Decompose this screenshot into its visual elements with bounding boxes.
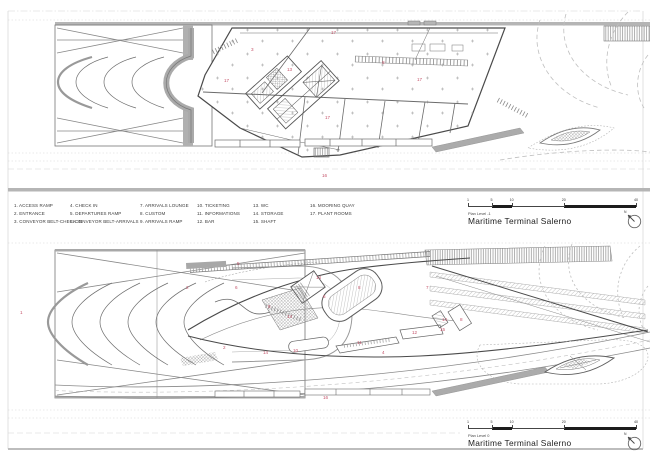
legend-item: 3. CONVEYOR BELT-CHECK IN [14,218,83,224]
legend-item: 13. WC [253,203,269,208]
plan-annotation-number: 10 [293,348,299,353]
plan-title: Maritime Terminal Salerno [468,438,572,448]
plan-annotation-number: 7 [426,285,429,290]
legend-item: 7. ARRIVALS LOUNGE [140,203,189,208]
plan-annotation-number: 5 [268,304,271,309]
legend-item: 1. ACCESS RAMP [14,203,53,208]
plan-annotation-number: 17 [331,30,337,35]
titleblock-level-0 [468,421,644,453]
plan-annotation-number: 6 [323,294,326,299]
scale-bar-ticks [468,421,636,430]
plan-annotation-number: 4 [382,350,385,355]
legend-item: 14. STORAGE [253,210,284,216]
north-arrow-icon [624,433,642,451]
scale-bar [468,199,636,208]
plan-title: Maritime Terminal Salerno [468,216,572,226]
plan-annotation-number: 8 [382,60,385,65]
legend-item: 17. PLANT ROOMS [310,210,352,216]
legend-item: 4. CHECK IN [70,203,98,208]
north-label: N [624,210,627,214]
plan-level-minus-1-drawing [8,12,650,192]
legend-item: 5. DEPARTURES RAMP [70,210,122,216]
plan-annotation-number: 16 [323,395,329,400]
scale-bar [468,421,636,430]
plan-annotation-number: 6 [235,285,238,290]
scale-tick-label: 40 [634,420,638,424]
plan-annotation-number: 14 [316,275,322,280]
plan-annotation-number: 14 [442,317,448,322]
scale-tick-label: 1 [467,420,469,424]
plan-annotation-number: 1 [20,310,23,315]
legend-item: 8. CUSTOM [140,210,166,216]
legend-item: 11. INFORMATIONS [197,210,240,216]
plan-annotation-number: 13 [287,67,293,72]
legend-item: 15. SHAFT [253,218,277,224]
plan-annotation-number: 5 [237,261,240,266]
scale-bar-ticks [468,199,636,208]
plan-annotation-number: 17 [325,115,331,120]
legend-item: 2. ENTRANCE [14,210,45,216]
scale-tick-label: 1 [467,198,469,202]
plan-annotation-number: 2 [186,285,189,290]
legend-item: 10. TICKETING [197,203,230,208]
plan-level-label: Plan Level 0 [468,432,490,438]
plan-annotation-number: 8 [358,285,361,290]
plan-level-label: Plan Level -1 [468,210,491,216]
legend [0,201,460,233]
scale-tick-label: 5 [490,198,493,202]
plan-annotation-number: 12 [412,330,418,335]
north-label: N [624,432,627,436]
plan-annotation-number: 14 [263,350,269,355]
legend-item: 16. MOORING QUAY [310,203,355,208]
scale-tick-label: 20 [561,420,566,424]
plan-annotation-number: 14 [287,314,293,319]
scale-tick-label: 10 [509,420,514,424]
plan-annotation-number: 2 [223,345,226,350]
plan-annotation-number: 17 [417,77,423,82]
plan-annotation-number: 11 [357,340,362,345]
north-arrow-icon [624,211,642,229]
plan-level-0-drawing [20,244,650,400]
titleblock-level-minus-1 [468,199,644,231]
plan-annotation-number: 3 [251,47,254,52]
plan-annotation-number: 8 [460,317,463,322]
scale-tick-label: 5 [490,420,493,424]
legend-item: 12. BAR [197,218,215,224]
scale-tick-label: 40 [634,198,638,202]
scale-tick-label: 20 [561,198,566,202]
legend-item: 6. CONVEYOR BELT-ARRIVALS [70,218,139,224]
plan-annotation-number: 15 [440,327,446,332]
legend-item: 9. ARRIVALS RAMP [140,218,183,224]
plan-annotation-number: 16 [322,173,328,178]
plan-annotation-number: 17 [224,78,230,83]
scale-tick-label: 10 [509,198,514,202]
